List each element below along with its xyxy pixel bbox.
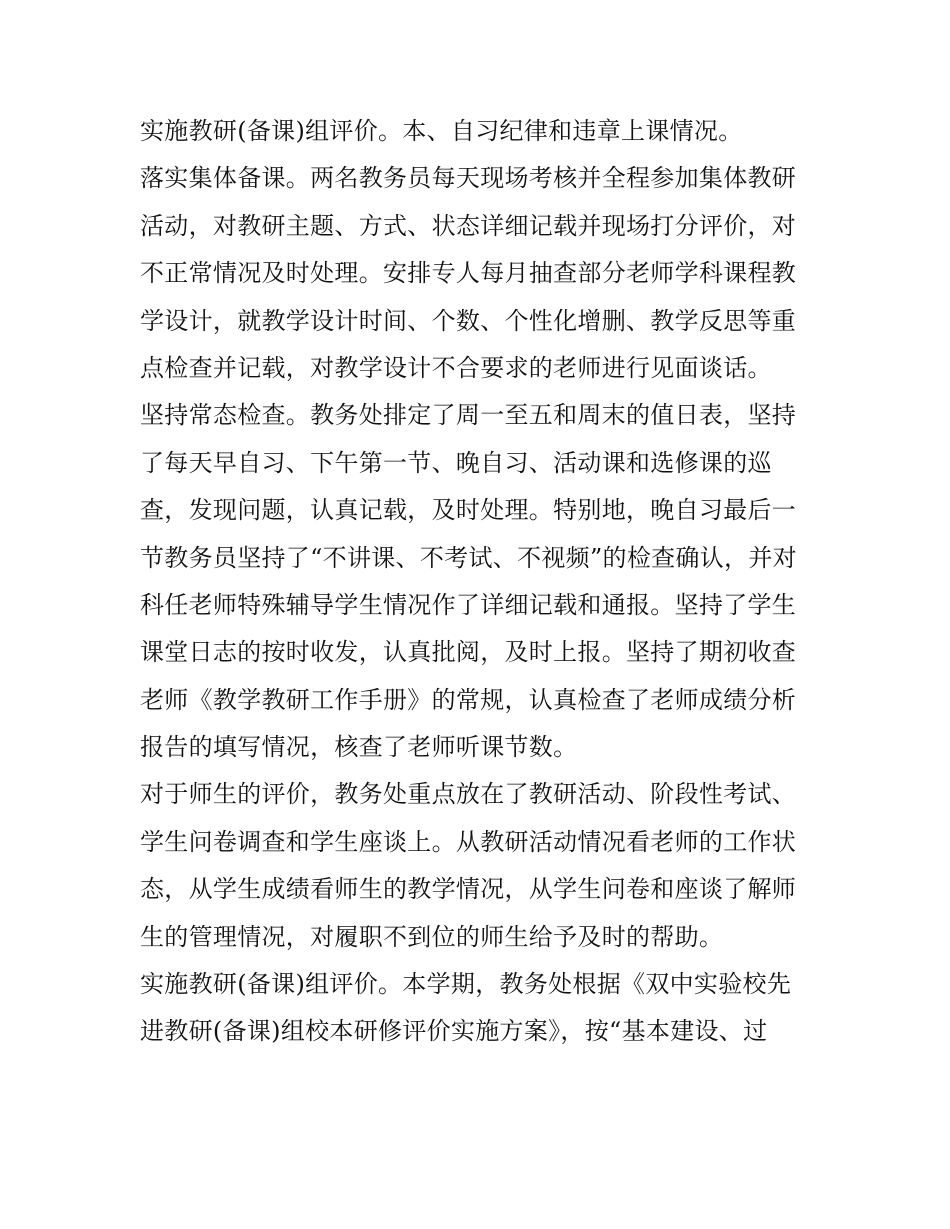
text-line: 了每天早自习、下午第一节、晚自习、活动课和选修课的巡 [140, 448, 772, 477]
text-line: 节教务员坚持了“不讲课、不考试、不视频”的检查确认，并对 [140, 543, 797, 572]
text-line: 态，从学生成绩看师生的教学情况，从学生问卷和座谈了解师 [140, 875, 797, 904]
text-line: 进教研(备课)组校本研修评价实施方案》，按“基本建设、过 [140, 1017, 768, 1046]
text-line: 对于师生的评价，教务处重点放在了教研活动、阶段性考试、 [140, 780, 797, 809]
text-line: 坚持常态检查。教务处排定了周一至五和周末的值日表，坚持 [140, 401, 797, 430]
text-line: 学生问卷调查和学生座谈上。从教研活动情况看老师的工作状 [140, 827, 797, 856]
text-line: 老师《教学教研工作手册》的常规，认真检查了老师成绩分析 [140, 685, 797, 714]
text-line: 学设计，就教学设计时间、个数、个性化增删、教学反思等重 [140, 306, 797, 335]
text-line: 活动，对教研主题、方式、状态详细记载并现场打分评价，对 [140, 211, 797, 240]
text-line: 落实集体备课。两名教务员每天现场考核并全程参加集体教研 [140, 164, 797, 193]
text-line: 实施教研(备课)组评价。本学期，教务处根据《双中实验校先 [140, 970, 792, 999]
text-line: 科任老师特殊辅导学生情况作了详细记载和通报。坚持了学生 [140, 590, 797, 619]
text-line: 查，发现问题，认真记载，及时处理。特别地，晚自习最后一 [140, 496, 797, 525]
text-line: 不正常情况及时处理。安排专人每月抽查部分老师学科课程教 [140, 259, 797, 288]
document-body [140, 108, 820, 1056]
text-line: 实施教研(备课)组评价。本、自习纪律和违章上课情况。 [140, 117, 743, 145]
text-line: 报告的填写情况，核查了老师听课节数。 [140, 733, 578, 762]
text-line: 课堂日志的按时收发，认真批阅，及时上报。坚持了期初收查 [140, 638, 797, 667]
text-line: 生的管理情况，对履职不到位的师生给予及时的帮助。 [140, 922, 724, 951]
text-line: 点检查并记载，对教学设计不合要求的老师进行见面谈话。 [140, 353, 772, 382]
